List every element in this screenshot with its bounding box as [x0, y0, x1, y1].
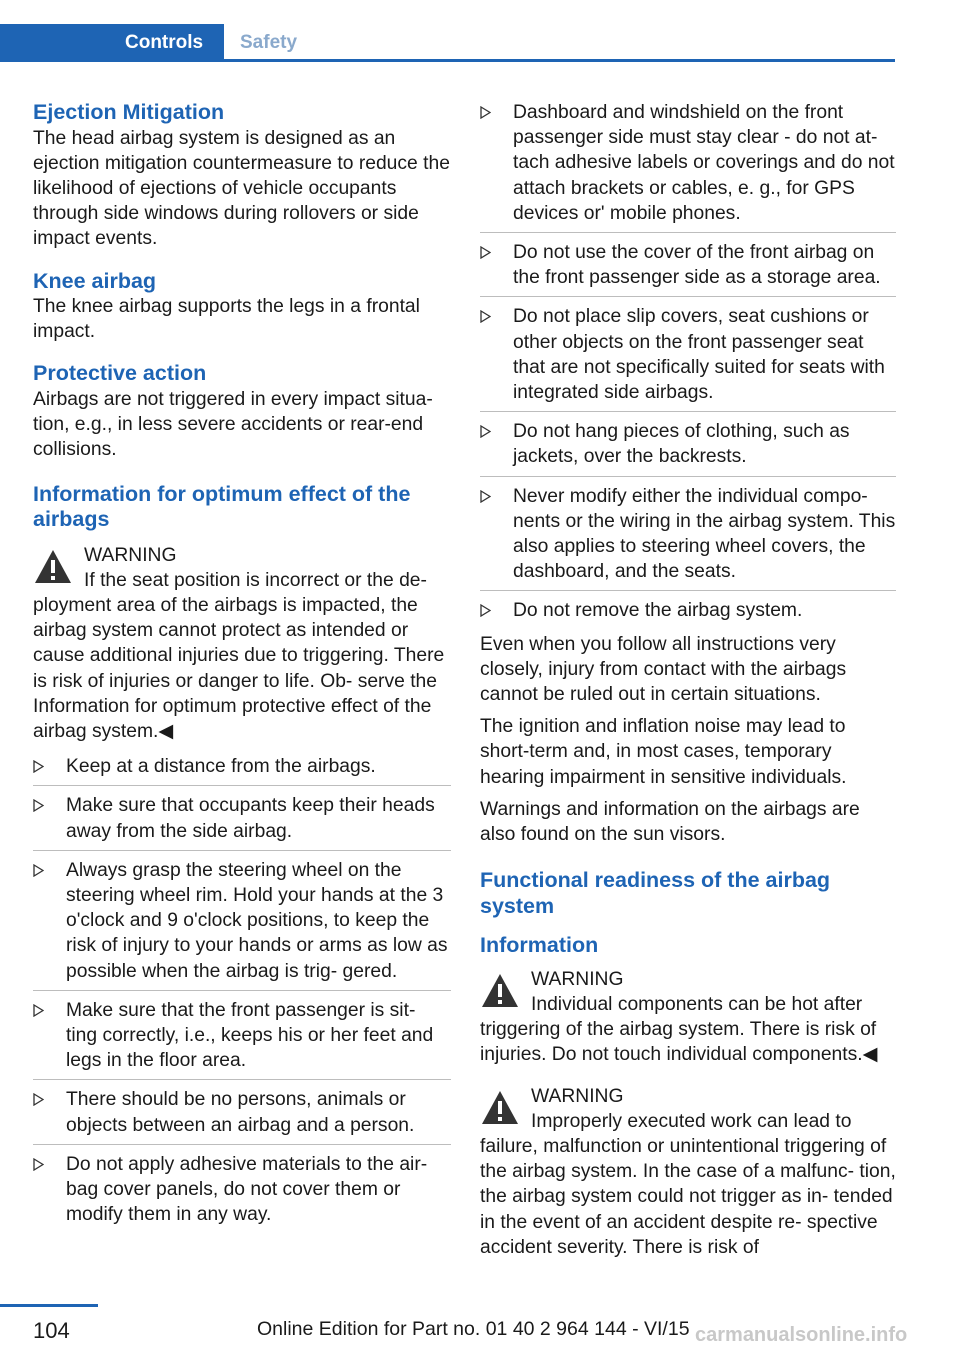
knee-text: The knee airbag supports the legs in a frontal impact. — [33, 296, 420, 343]
list-item: Keep at a distance from the airbags. — [33, 754, 451, 786]
chapter-tab-bar — [0, 24, 895, 62]
triangle-bullet-icon — [33, 1158, 44, 1171]
edition-text: Online Edition for Part no. 01 40 2 964 144 - VI/15 — [257, 1318, 690, 1340]
warning-text: triggering of the airbag system. There is risk of injuries. Do not touch individual components.◀ — [480, 1019, 878, 1066]
ejection-text: The head airbag system is designed as an ejection mitigation countermeasure to reduce the likelihood of ejections of vehicle occupants through side windows during rollovers or side impact events. — [33, 127, 450, 250]
heading-ejection-mitigation: Ejection Mitigation — [33, 100, 225, 124]
warning-triangle-icon — [480, 1088, 520, 1128]
triangle-bullet-icon — [33, 799, 44, 812]
list-item: Do not place slip covers, seat cushions or other objects on the front passenger seat that are not specifically suited for seats with integrated side airbags. — [480, 304, 896, 412]
warning-text: ployment area of the airbags is impacted, the airbag system cannot protect as intended or cause additional injuries due to triggering. There is risk of injuries or danger to life. Ob‐ serve the Information for optimum protective effect of the airbag system.◀ — [33, 594, 445, 742]
list-item: Do not use the cover of the front airbag on the front passenger side as a storage area. — [480, 240, 896, 297]
triangle-bullet-icon — [480, 425, 491, 438]
list-item: Never modify either the individual compo‐ nents or the wiring in the airbag system. This also applies to steering wheel covers, the dashboard, and the seats. — [480, 484, 896, 592]
protective-text: Airbags are not triggered in every impact situation, e.g., in less severe accidents or rear-end collisions. — [33, 388, 433, 461]
warning-text-first: Improperly executed work can lead to — [531, 1110, 852, 1132]
triangle-bullet-icon — [480, 310, 491, 323]
triangle-bullet-icon — [480, 604, 491, 617]
paragraph-sun-visors: Warnings and information on the airbags are also found on the sun visors. — [480, 798, 860, 846]
list-item: Do not remove the airbag system. — [480, 598, 896, 623]
triangle-bullet-icon — [33, 760, 44, 773]
warning-block-improper-work — [480, 1084, 896, 1260]
page-number: 104 — [33, 1318, 70, 1343]
safety-list — [33, 754, 451, 1227]
warning-block — [33, 543, 451, 745]
watermark: carmanualsonline.info — [695, 1324, 908, 1346]
heading-protective-action: Protective action — [33, 361, 207, 386]
list-item: Make sure that occupants keep their heads away from the side airbag. — [33, 793, 451, 850]
triangle-bullet-icon — [33, 1093, 44, 1106]
right-column — [480, 100, 896, 1270]
list-item: Do not hang pieces of clothing, such as jackets, over the backrests. — [480, 419, 896, 476]
warning-text-first: If the seat position is incorrect or the de‐ — [84, 569, 427, 591]
warning-triangle-icon — [33, 547, 73, 587]
heading-functional-readiness: Functional readiness of the airbag system — [480, 868, 831, 918]
paragraph-noise: The ignition and inflation noise may lead to short-term and, in most cases, temporary hearing impairment in sensitive individuals. — [480, 716, 847, 788]
triangle-bullet-icon — [33, 1004, 44, 1017]
warning-title: WARNING — [84, 544, 177, 566]
triangle-bullet-icon — [480, 490, 491, 503]
safety-list-continued — [480, 100, 896, 624]
heading-information: Information — [480, 933, 599, 958]
warning-text: failure, malfunction or unintentional triggering of the airbag system. In the case of a malfunc‐ tion, the airbag system could not trigger as in‐ tended in the event of an accident despite re‐ spective accident severity. There is risk of — [480, 1136, 896, 1258]
warning-title: WARNING — [531, 1085, 624, 1107]
list-item: Always grasp the steering wheel on the steering wheel rim. Hold your hands at the 3 o'clock and 9 o'clock positions, to keep the risk of injury to your hands or arms as low as possible when the airbag is trig‐ gered. — [33, 858, 451, 991]
footer-rule — [0, 1304, 98, 1307]
warning-text-first: Individual components can be hot after — [531, 993, 863, 1015]
warning-triangle-icon — [480, 971, 520, 1011]
heading-optimum-effect: Information for optimum effect of the airbags — [33, 481, 411, 532]
list-item: There should be no persons, animals or objects between an airbag and a person. — [33, 1087, 451, 1144]
tab-safety[interactable]: Safety — [240, 32, 298, 53]
list-item: Dashboard and windshield on the front passenger side must stay clear - do not at‐ tach adhesive labels or coverings and do not attach brackets or cables, e. g., for GPS devices or' mobile phones. — [480, 100, 896, 233]
heading-knee-airbag: Knee airbag — [33, 268, 157, 293]
triangle-bullet-icon — [33, 864, 44, 877]
paragraph-injury: Even when you follow all instructions very closely, injury from contact with the airbags cannot be ruled out in certain situations. — [480, 633, 847, 706]
left-column — [33, 100, 451, 1235]
triangle-bullet-icon — [480, 106, 491, 119]
tab-controls[interactable]: Controls — [0, 24, 224, 59]
list-item: Do not apply adhesive materials to the air‐ bag cover panels, do not cover them or modify them in any way. — [33, 1152, 451, 1228]
triangle-bullet-icon — [480, 246, 491, 259]
list-item: Make sure that the front passenger is sit‐ ting correctly, i.e., keeps his or her feet and legs in the floor area. — [33, 998, 451, 1081]
warning-block-hot-components — [480, 967, 896, 1068]
warning-title: WARNING — [531, 968, 624, 990]
